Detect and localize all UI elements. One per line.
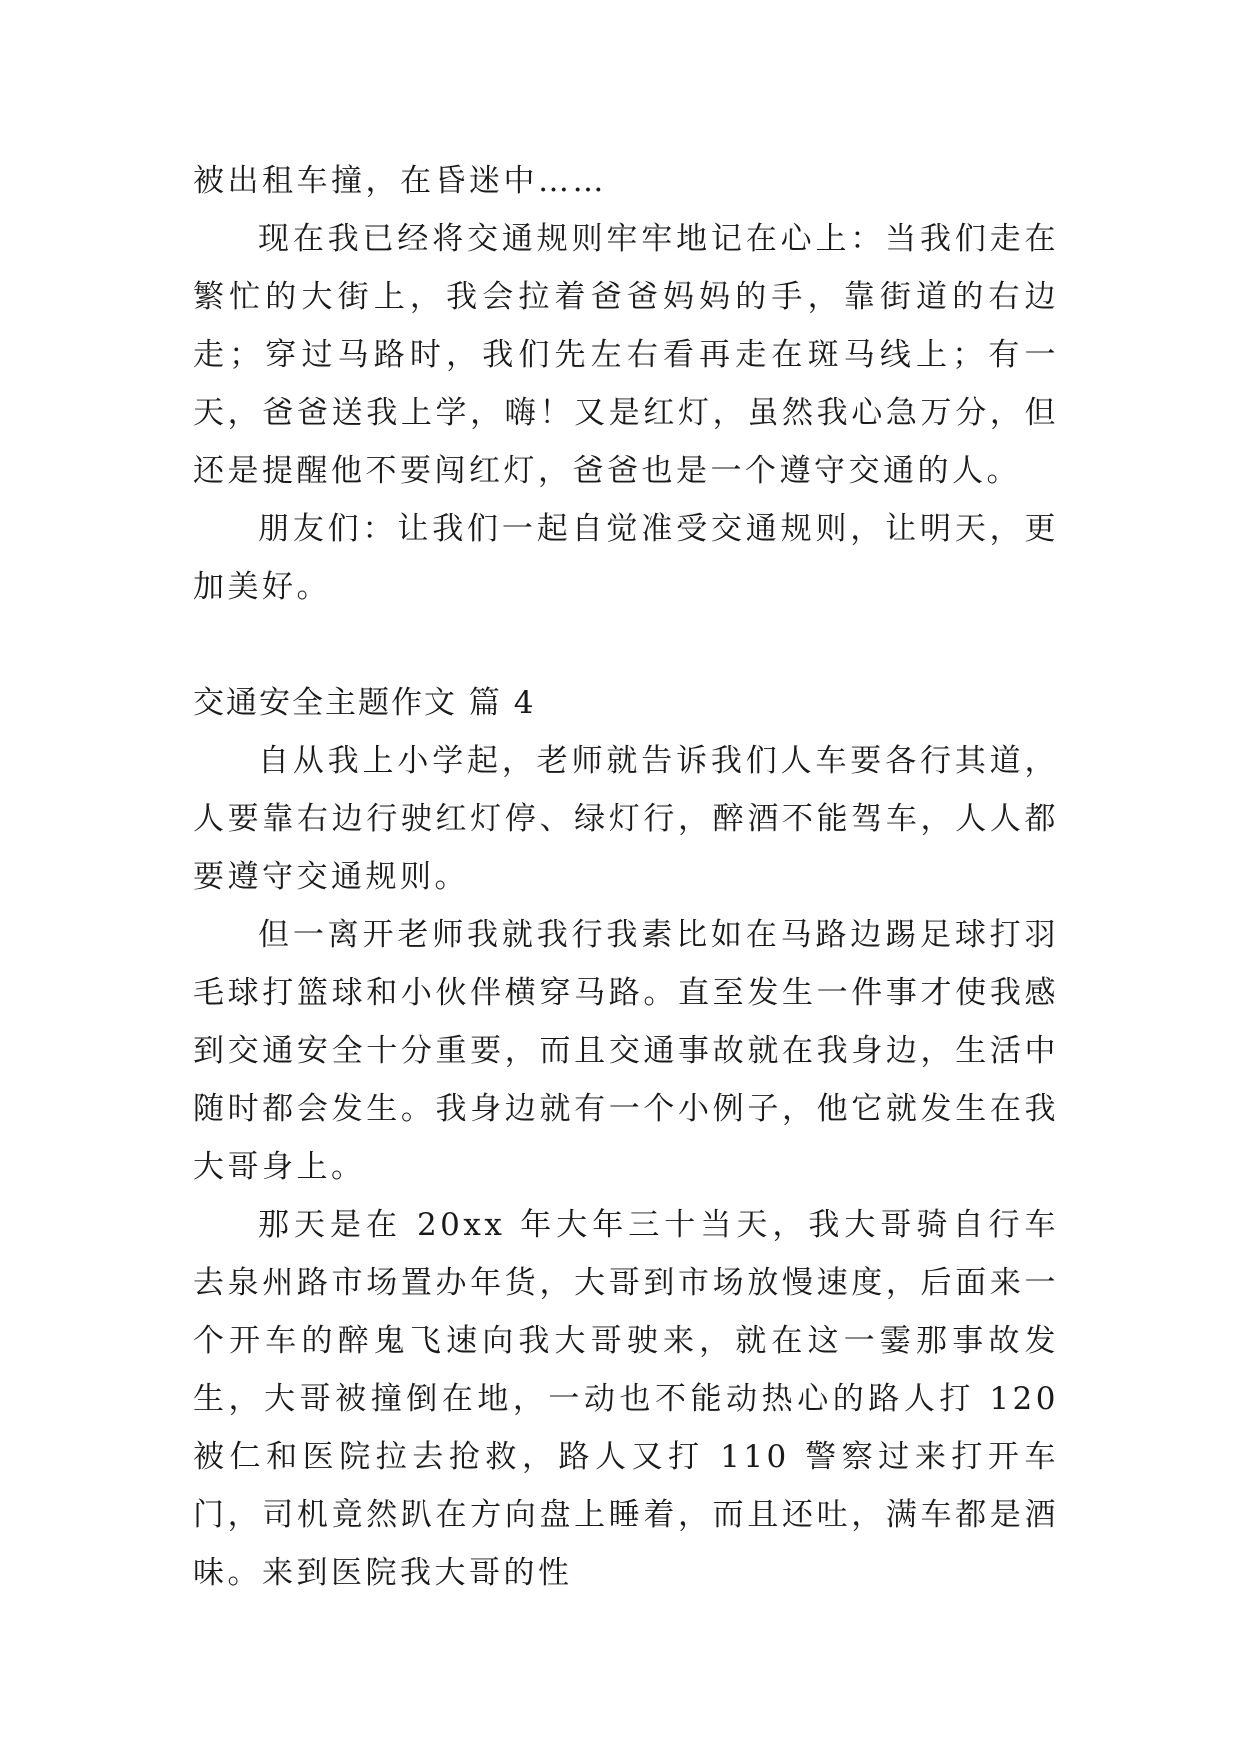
paragraph-continuation: 被出租车撞，在昏迷中…… bbox=[193, 163, 607, 199]
paragraph-traffic-rules: 现在我已经将交通规则牢牢地记在心上：当我们走在繁忙的大街上，我会拉着爸爸妈妈的手，靠街道的右边走；穿过马路时，我们先左右看再走在斑马线上；有一天，爸爸送我上学，嗨！又是红灯，虽然我心急万分，但还是提醒他不要闯红灯，爸爸也是一个遵守交通的人。 bbox=[193, 221, 1059, 489]
paragraph-reckless-behavior: 但一离开老师我就我行我素比如在马路边踢足球打羽毛球打篮球和小伙伴横穿马路。直至发生一件事才使我感到交通安全十分重要，而且交通事故就在我身边，生活中随时都会发生。我身边就有一个小例子，他它就发生在我大哥身上。 bbox=[193, 917, 1059, 1185]
paragraph-accident-story: 那天是在 20xx 年大年三十当天，我大哥骑自行车去泉州路市场置办年货，大哥到市场放慢速度，后面来一个开车的醉鬼飞速向我大哥驶来，就在这一霎那事故发生，大哥被撞倒在地，一动也不能动热心的路人打 120 被仁和医院拉去抢救，路人又打 110 警察过来打开车门，司机竟然趴在方向盘上睡着，而且还吐，满车都是酒味。来到医院我大哥的性 bbox=[193, 1207, 1059, 1591]
document-body bbox=[193, 152, 1059, 1602]
paragraph-school-teaching: 自从我上小学起，老师就告诉我们人车要各行其道，人要靠右边行驶红灯停、绿灯行，醉酒不能驾车，人人都要遵守交通规则。 bbox=[193, 743, 1059, 895]
section-heading: 交通安全主题作文 篇 4 bbox=[193, 685, 536, 721]
paragraph-appeal: 朋友们：让我们一起自觉准受交通规则，让明天，更加美好。 bbox=[193, 511, 1059, 605]
